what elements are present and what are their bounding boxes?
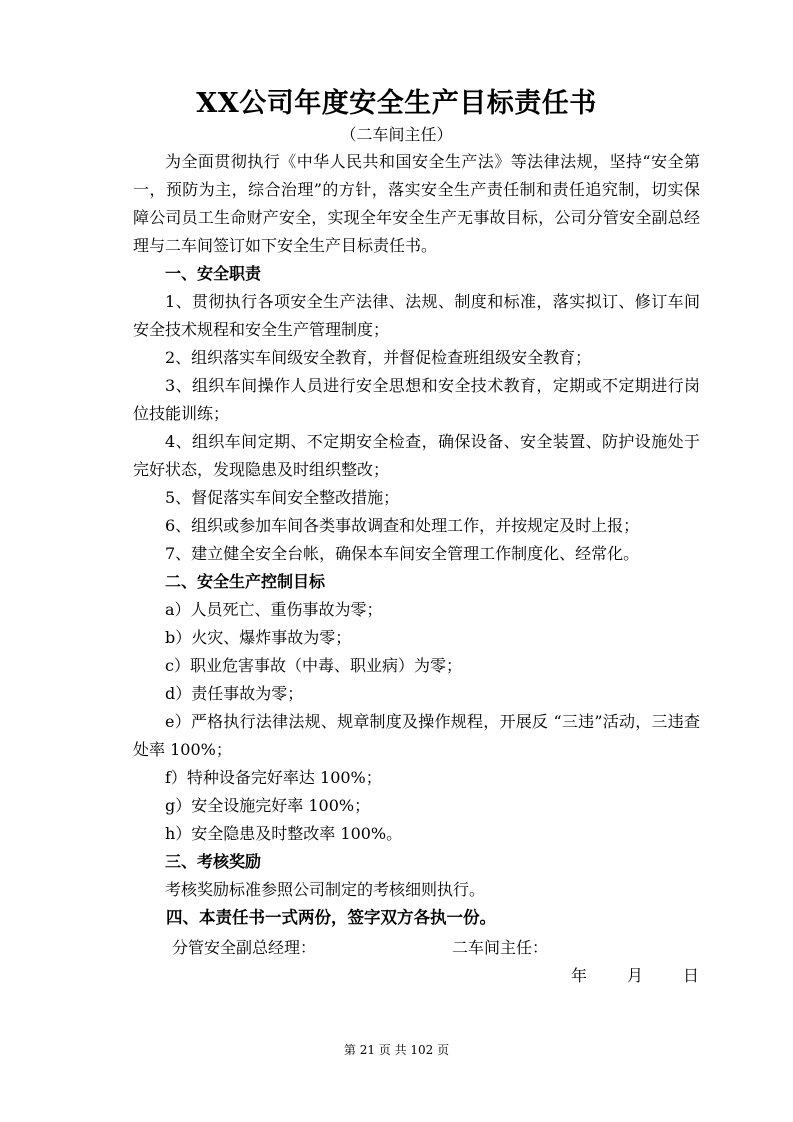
duty-item: 7、建立健全安全台帐，确保本车间安全管理工作制度化、经常化。 <box>165 544 640 563</box>
target-item: g）安全设施完好率 100%； <box>165 796 371 815</box>
section-heading-targets: 二、安全生产控制目标 <box>165 572 326 591</box>
assessment-text: 考核奖励标准参照公司制定的考核细则执行。 <box>165 880 486 899</box>
target-item: c）职业危害事故（中毒、职业病）为零； <box>165 656 462 675</box>
date-month-label: 月 <box>627 966 644 985</box>
intro-paragraph: 为全面贯彻执行《中华人民共和国安全生产法》等法律法规，坚持“安全第一，预防为主，综合治理”的方针，落实安全生产责任制和责任追究制，切实保障公司员工生命财产安全，实现全年安全生产无事故目标，公司分管安全副总经理与二车间签订如下安全生产目标责任书。 <box>133 152 700 255</box>
target-item: b）火灾、爆炸事故为零； <box>165 628 352 647</box>
duty-item: 3、组织车间操作人员进行安全思想和安全技术教育，定期或不定期进行岗位技能训练； <box>133 376 700 423</box>
document-subtitle: （二车间主任） <box>340 125 453 144</box>
duty-item: 5、督促落实车间安全整改措施； <box>165 488 400 507</box>
signature-right-label: 二车间主任： <box>452 938 549 957</box>
document-body <box>133 148 700 932</box>
section-heading-copies: 四、本责任书一式两份，签字双方各执一份。 <box>166 908 496 927</box>
section-heading-assessment: 三、考核奖励 <box>165 852 262 871</box>
page-number-footer: 第 21 页 共 102 页 <box>343 1043 450 1057</box>
section-heading-duties: 一、安全职责 <box>165 264 262 283</box>
duty-item: 2、组织落实车间级安全教育，并督促检查班组级安全教育； <box>165 348 592 367</box>
date-year-label: 年 <box>571 966 588 985</box>
target-item: h）安全隐患及时整改率 100%。 <box>165 824 403 843</box>
document-title: XX公司年度安全生产目标责任书 <box>196 88 597 119</box>
duty-item: 4、组织车间定期、不定期安全检查，确保设备、安全装置、防护设施处于完好状态，发现隐患及时组织整改； <box>133 432 700 479</box>
duty-item: 1、贯彻执行各项安全生产法律、法规、制度和标准，落实拟订、修订车间安全技术规程和安全生产管理制度； <box>133 292 700 339</box>
target-item: a）人员死亡、重伤事故为零； <box>165 600 383 619</box>
target-item: e）严格执行法律法规、规章制度及操作规程，开展反 “三违”活动，三违查处率 100%； <box>133 712 700 759</box>
target-item: f）特种设备完好率达 100%； <box>165 768 382 787</box>
date-day-label: 日 <box>683 966 700 985</box>
signature-left-label: 分管安全副总经理： <box>172 938 317 957</box>
target-item: d）责任事故为零； <box>165 684 304 703</box>
duty-item: 6、组织或参加车间各类事故调查和处理工作，并按规定及时上报； <box>165 516 640 535</box>
